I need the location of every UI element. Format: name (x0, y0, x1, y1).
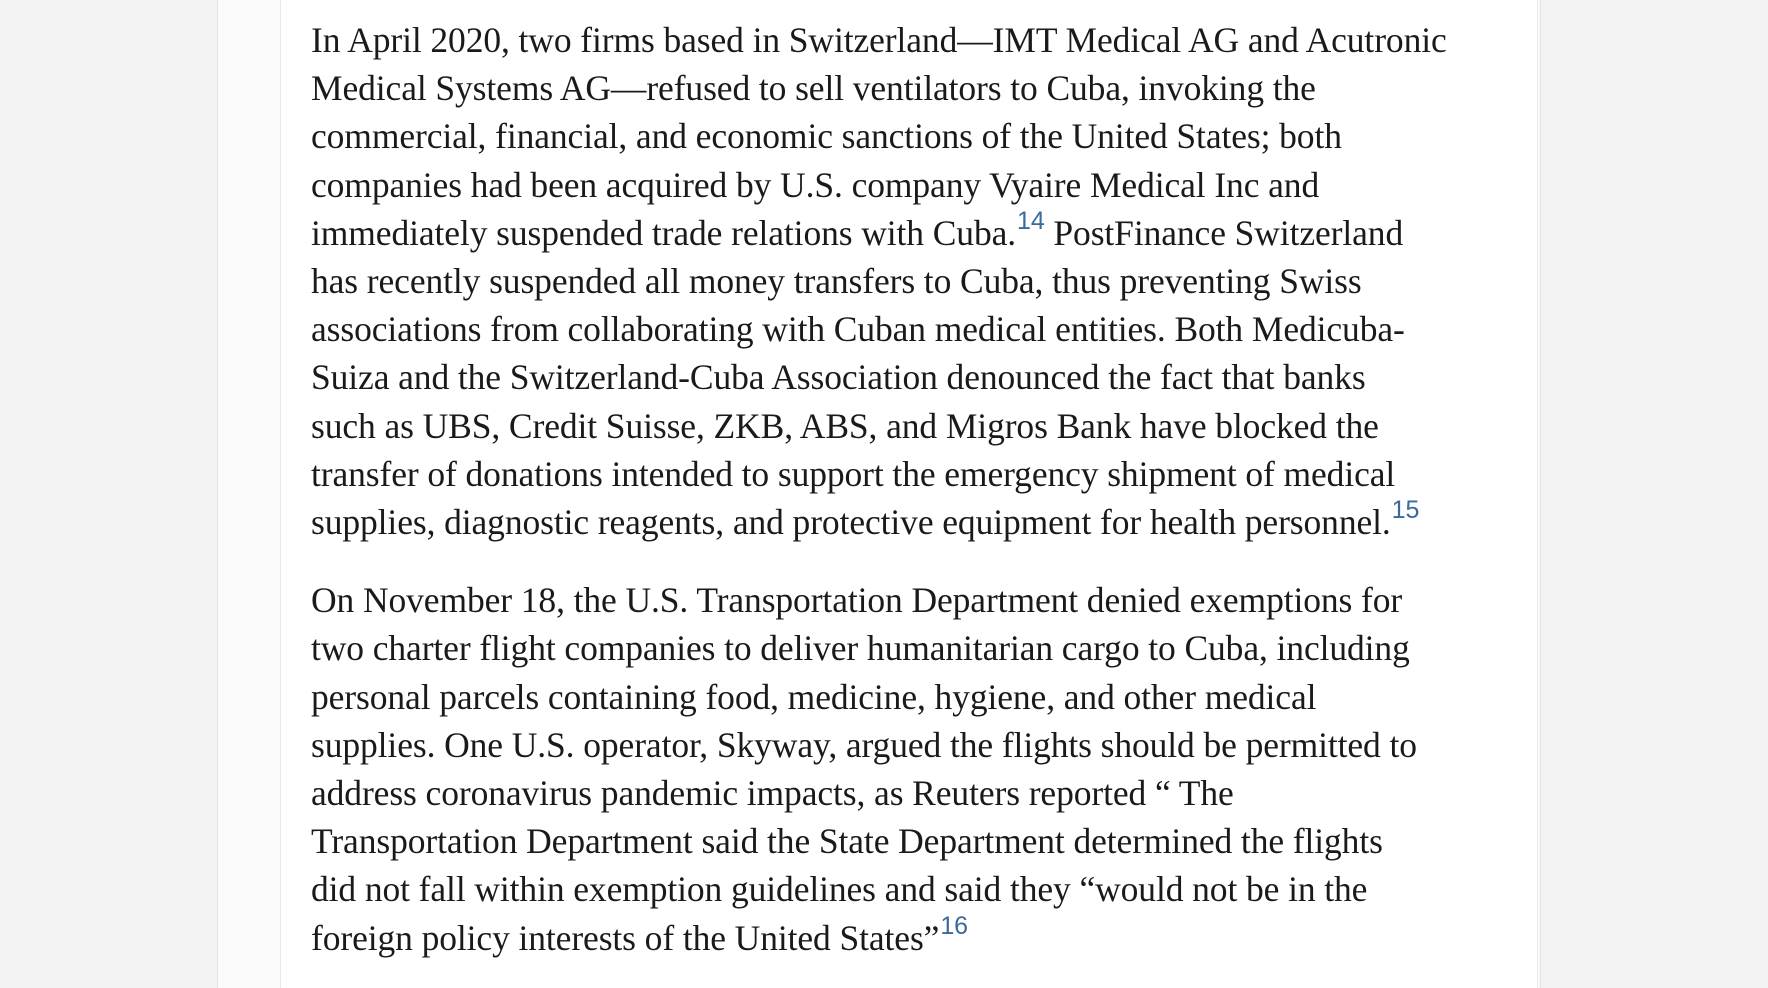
text-line (311, 498, 1526, 546)
footnote-link-14[interactable]: 14 (1017, 206, 1045, 235)
text-line-segment: immediately suspended trade relations with Cuba. (311, 212, 1017, 253)
footnote-link-16[interactable]: 16 (940, 911, 968, 940)
text-line: Transportation Department said the State Department determined the flights (311, 821, 1383, 862)
paragraph-sanctions-switzerland (311, 16, 1526, 546)
text-line: companies had been acquired by U.S. company Vyaire Medical Inc and (311, 164, 1320, 205)
text-line: In April 2020, two firms based in Switzerland—IMT Medical AG and Acutronic (311, 20, 1447, 60)
text-line (311, 911, 1526, 962)
text-line: supplies. One U.S. operator, Skyway, argued the flights should be permitted to (311, 724, 1417, 765)
text-line-segment: foreign policy interests of the United States” (311, 917, 940, 958)
text-line-segment: PostFinance Switzerland (1044, 212, 1404, 253)
text-line-segment: supplies, diagnostic reagents, and protective equipment for health personnel. (311, 502, 1391, 543)
article-body (311, 16, 1526, 988)
text-line: Suiza and the Switzerland-Cuba Association denounced the fact that banks (311, 357, 1366, 398)
text-line: Medical Systems AG—refused to sell ventilators to Cuba, invoking the (311, 68, 1316, 109)
text-line: such as UBS, Credit Suisse, ZKB, ABS, and Migros Bank have blocked the (311, 405, 1379, 446)
text-line: address coronavirus pandemic impacts, as Reuters reported “ The (311, 773, 1234, 814)
text-line: two charter flight companies to deliver humanitarian cargo to Cuba, including (311, 628, 1410, 669)
text-line: associations from collaborating with Cuban medical entities. Both Medicuba- (311, 309, 1405, 350)
article-page (280, 0, 1538, 988)
text-line: has recently suspended all money transfers to Cuba, thus preventing Swiss (311, 261, 1362, 302)
text-line: On November 18, the U.S. Transportation Department denied exemptions for (311, 580, 1403, 621)
text-line: transfer of donations intended to support the emergency shipment of medical (311, 453, 1396, 494)
paragraph-transportation-department (311, 576, 1526, 962)
text-line: commercial, financial, and economic sanctions of the United States; both (311, 116, 1342, 157)
footnote-link-15[interactable]: 15 (1391, 496, 1420, 525)
text-line: personal parcels containing food, medicine, hygiene, and other medical (311, 676, 1317, 717)
text-line (311, 206, 1526, 257)
text-line: did not fall within exemption guidelines and said they “would not be in the (311, 869, 1368, 910)
